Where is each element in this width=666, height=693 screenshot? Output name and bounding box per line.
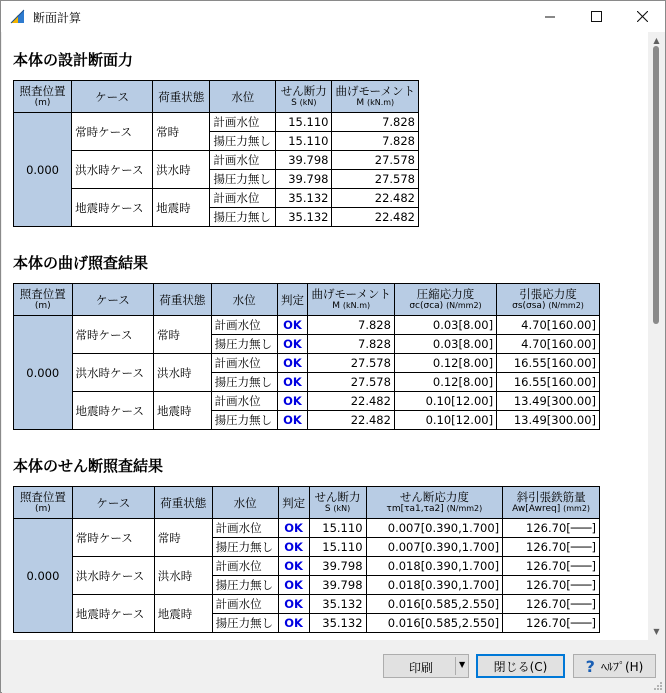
- moment-cell: 27.578: [308, 373, 394, 392]
- rebar-cell: 126.70[───]: [503, 519, 600, 538]
- header-load: 荷重状態: [154, 487, 212, 519]
- judge-cell: OK: [277, 354, 308, 373]
- close-icon: [637, 11, 648, 22]
- maximize-icon: [591, 11, 602, 22]
- table-row: [14, 354, 600, 373]
- help-button-label: ﾍﾙﾌﾟ(H): [600, 659, 644, 674]
- shear-force-cell: 35.132: [309, 614, 366, 633]
- header-case: ケース: [72, 487, 154, 519]
- close-button-label: 閉じる(C): [493, 659, 548, 674]
- shear-stress-cell: 0.018[0.390,1.700]: [366, 557, 503, 576]
- help-button[interactable]: [573, 654, 656, 678]
- button-bar: [2, 640, 665, 693]
- tensile-cell: 16.55[160.00]: [497, 373, 600, 392]
- window-title: 断面計算: [33, 11, 82, 25]
- close-window-button[interactable]: [619, 1, 665, 32]
- position-cell: 0.000: [14, 316, 73, 430]
- table-row: [14, 113, 419, 132]
- load-cell: 常時: [154, 519, 212, 557]
- table-row: [14, 151, 419, 170]
- shear-force-cell: 35.132: [276, 208, 332, 227]
- dropdown-arrow-icon[interactable]: ▼: [459, 660, 466, 669]
- moment-cell: 22.482: [308, 411, 394, 430]
- compress-cell: 0.03[8.00]: [394, 316, 496, 335]
- calc-app-icon: [10, 9, 25, 24]
- moment-cell: 7.828: [308, 335, 394, 354]
- water-cell: 揚圧力無し: [210, 132, 276, 151]
- header-water: 水位: [211, 284, 277, 316]
- judge-cell: OK: [278, 614, 309, 633]
- water-cell: 計画水位: [211, 354, 277, 373]
- table-row: [14, 392, 600, 411]
- header-shear-force: せん断力 S (kN): [309, 487, 366, 519]
- header-judge: 判定: [278, 487, 309, 519]
- scroll-down-icon[interactable]: ▼: [653, 627, 660, 636]
- moment-cell: 27.578: [332, 151, 419, 170]
- moment-cell: 22.482: [332, 208, 419, 227]
- water-cell: 計画水位: [211, 316, 277, 335]
- case-cell: 常時ケース: [72, 113, 153, 151]
- shear-force-cell: 15.110: [276, 132, 332, 151]
- header-judge: 判定: [277, 284, 308, 316]
- moment-cell: 7.828: [332, 113, 419, 132]
- load-cell: 常時: [154, 316, 212, 354]
- judge-cell: OK: [277, 335, 308, 354]
- judge-cell: OK: [278, 519, 309, 538]
- section-title-design-force: 本体の設計断面力: [13, 51, 134, 69]
- section-title-bending-check: 本体の曲げ照査結果: [13, 254, 149, 272]
- water-cell: 揚圧力無し: [210, 208, 276, 227]
- water-cell: 計画水位: [211, 392, 277, 411]
- water-cell: 揚圧力無し: [212, 538, 278, 557]
- judge-cell: OK: [278, 538, 309, 557]
- tensile-cell: 16.55[160.00]: [497, 354, 600, 373]
- case-cell: 洪水時ケース: [72, 151, 153, 189]
- water-cell: 揚圧力無し: [212, 576, 278, 595]
- shear-check-table: [13, 486, 600, 633]
- header-tensile: 引張応力度 σs(σsa) (N/mm2): [497, 284, 600, 316]
- header-moment: 曲げモーメント M (kN.m): [308, 284, 394, 316]
- rebar-cell: 126.70[───]: [503, 614, 600, 633]
- rebar-cell: 126.70[───]: [503, 595, 600, 614]
- shear-force-cell: 39.798: [276, 170, 332, 189]
- water-cell: 揚圧力無し: [211, 411, 277, 430]
- header-rebar: 斜引張鉄筋量 Aw[Awreq] (mm2): [503, 487, 600, 519]
- judge-cell: OK: [278, 595, 309, 614]
- print-button[interactable]: [383, 654, 469, 678]
- water-cell: 揚圧力無し: [211, 373, 277, 392]
- shear-stress-cell: 0.016[0.585,2.550]: [366, 614, 503, 633]
- table-row: [14, 189, 419, 208]
- case-cell: 常時ケース: [72, 316, 154, 354]
- case-cell: 洪水時ケース: [72, 354, 154, 392]
- close-button[interactable]: [476, 654, 565, 678]
- shear-stress-cell: 0.007[0.390,1.700]: [366, 519, 503, 538]
- judge-cell: OK: [277, 392, 308, 411]
- load-cell: 地震時: [154, 595, 212, 633]
- water-cell: 揚圧力無し: [211, 335, 277, 354]
- header-case: ケース: [72, 284, 154, 316]
- shear-force-cell: 15.110: [276, 113, 332, 132]
- rebar-cell: 126.70[───]: [503, 557, 600, 576]
- case-cell: 地震時ケース: [72, 595, 154, 633]
- load-cell: 洪水時: [153, 151, 210, 189]
- header-position: 照査位置 (m): [14, 487, 73, 519]
- load-cell: 地震時: [154, 392, 212, 430]
- split-divider: [455, 657, 456, 675]
- table-row: [14, 557, 600, 576]
- water-cell: 計画水位: [212, 595, 278, 614]
- case-cell: 常時ケース: [72, 519, 154, 557]
- vertical-scrollbar[interactable]: [648, 32, 665, 640]
- judge-cell: OK: [278, 576, 309, 595]
- tensile-cell: 13.49[300.00]: [497, 392, 600, 411]
- position-cell: 0.000: [14, 519, 73, 633]
- moment-cell: 7.828: [332, 132, 419, 151]
- moment-cell: 27.578: [308, 354, 394, 373]
- case-cell: 地震時ケース: [72, 189, 153, 227]
- judge-cell: OK: [277, 411, 308, 430]
- load-cell: 洪水時: [154, 354, 212, 392]
- load-cell: 常時: [153, 113, 210, 151]
- water-cell: 計画水位: [210, 189, 276, 208]
- tensile-cell: 4.70[160.00]: [497, 335, 600, 354]
- water-cell: 計画水位: [210, 151, 276, 170]
- shear-force-cell: 35.132: [309, 595, 366, 614]
- minimize-button[interactable]: [527, 1, 573, 32]
- water-cell: 計画水位: [210, 113, 276, 132]
- judge-cell: OK: [277, 316, 308, 335]
- report-content[interactable]: [2, 32, 648, 640]
- rebar-cell: 126.70[───]: [503, 538, 600, 557]
- shear-stress-cell: 0.018[0.390,1.700]: [366, 576, 503, 595]
- header-shear-stress: せん断応力度 τm[τa1,τa2] (N/mm2): [366, 487, 503, 519]
- scroll-up-icon[interactable]: ▲: [653, 36, 660, 45]
- moment-cell: 7.828: [308, 316, 394, 335]
- water-cell: 揚圧力無し: [212, 614, 278, 633]
- scrollbar-thumb[interactable]: [653, 46, 659, 324]
- table-row: [14, 595, 600, 614]
- shear-force-cell: 39.798: [309, 557, 366, 576]
- water-cell: 揚圧力無し: [210, 170, 276, 189]
- shear-force-cell: 15.110: [309, 538, 366, 557]
- header-moment: 曲げモーメント M (kN.m): [332, 81, 419, 113]
- moment-cell: 22.482: [332, 189, 419, 208]
- load-cell: 地震時: [153, 189, 210, 227]
- shear-stress-cell: 0.007[0.390,1.700]: [366, 538, 503, 557]
- tensile-cell: 13.49[300.00]: [497, 411, 600, 430]
- header-position: 照査位置 (m): [14, 81, 72, 113]
- table-row: [14, 316, 600, 335]
- position-cell: 0.000: [14, 113, 72, 227]
- shear-force-cell: 39.798: [309, 576, 366, 595]
- water-cell: 計画水位: [212, 519, 278, 538]
- print-button-label: 印刷: [409, 661, 434, 675]
- header-load: 荷重状態: [153, 81, 210, 113]
- judge-cell: OK: [277, 373, 308, 392]
- case-cell: 洪水時ケース: [72, 557, 154, 595]
- bending-check-table: [13, 283, 600, 430]
- compress-cell: 0.03[8.00]: [394, 335, 496, 354]
- section-title-shear-check: 本体のせん断照査結果: [13, 457, 164, 475]
- header-case: ケース: [72, 81, 153, 113]
- compress-cell: 0.12[8.00]: [394, 373, 496, 392]
- shear-force-cell: 15.110: [309, 519, 366, 538]
- shear-force-cell: 39.798: [276, 151, 332, 170]
- rebar-cell: 126.70[───]: [503, 576, 600, 595]
- compress-cell: 0.10[12.00]: [394, 411, 496, 430]
- minimize-icon: [545, 11, 556, 22]
- tensile-cell: 4.70[160.00]: [497, 316, 600, 335]
- maximize-button[interactable]: [573, 1, 619, 32]
- title-bar[interactable]: [1, 1, 665, 32]
- design-force-table: [13, 80, 419, 227]
- shear-stress-cell: 0.016[0.585,2.550]: [366, 595, 503, 614]
- question-icon: ?: [585, 656, 595, 676]
- water-cell: 計画水位: [212, 557, 278, 576]
- header-load: 荷重状態: [154, 284, 212, 316]
- resize-grip-icon[interactable]: [653, 681, 663, 691]
- header-water: 水位: [212, 487, 278, 519]
- header-compress: 圧縮応力度 σc(σca) (N/mm2): [394, 284, 496, 316]
- compress-cell: 0.10[12.00]: [394, 392, 496, 411]
- header-shear-force: せん断力 S (kN): [276, 81, 332, 113]
- load-cell: 洪水時: [154, 557, 212, 595]
- shear-force-cell: 35.132: [276, 189, 332, 208]
- header-water: 水位: [210, 81, 276, 113]
- compress-cell: 0.12[8.00]: [394, 354, 496, 373]
- table-row: [14, 519, 600, 538]
- case-cell: 地震時ケース: [72, 392, 154, 430]
- moment-cell: 27.578: [332, 170, 419, 189]
- moment-cell: 22.482: [308, 392, 394, 411]
- header-position: 照査位置 (m): [14, 284, 73, 316]
- judge-cell: OK: [278, 557, 309, 576]
